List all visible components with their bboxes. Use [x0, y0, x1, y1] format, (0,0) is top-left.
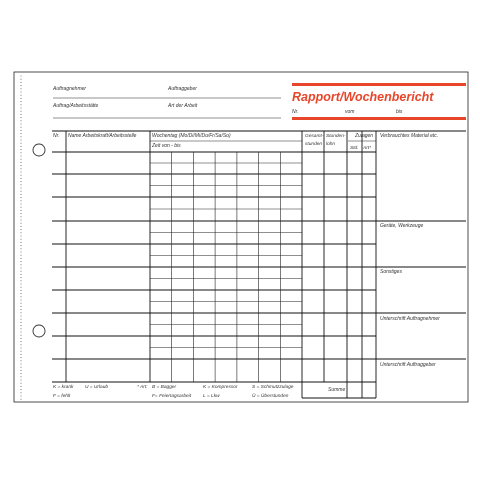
col-header-zeit: Zeit von - bis: [152, 143, 181, 149]
col-header-nr: Nr.: [53, 133, 60, 139]
page-title: Rapport/Wochenbericht: [292, 90, 434, 104]
label-vom: vom: [345, 109, 355, 115]
page-border: [14, 72, 468, 402]
legend-lkw: L = Lkw: [203, 394, 220, 399]
label-auftraggeber: Auftraggeber: [168, 86, 197, 92]
legend-art: * Art:: [137, 385, 148, 390]
section-sonstiges: Sonstiges: [380, 269, 402, 275]
legend-krank: K = krank: [53, 385, 74, 390]
section-geraete: Geräte, Werkzeuge: [380, 223, 424, 229]
col-header-material: Verbrauchtes Material etc.: [380, 133, 439, 139]
col-header-gesamt: Gesamt-: [305, 134, 324, 139]
punch-hole-bottom: [33, 325, 45, 337]
perforation-dots: [20, 75, 21, 399]
col-header-stundenlohn: Stunden-: [326, 134, 346, 139]
legend-fehlt: F = fehlt: [53, 394, 71, 399]
legend-kompressor: K = Kompressor: [203, 385, 238, 390]
main-table: [52, 131, 466, 398]
section-unterschrift-an: Unterschrift Auftragnehmer: [380, 316, 440, 322]
legend-bagger: B = Bagger: [152, 385, 177, 390]
col-header-zulagen: Zulagen: [355, 133, 374, 139]
title-bar-bottom: [292, 117, 466, 120]
label-auftragnehmer: Auftragnehmer: [53, 86, 87, 92]
label-summe: Summe: [328, 387, 346, 393]
col-header-gesamt-2: stunden: [305, 142, 323, 147]
label-art-der-arbeit: Art der Arbeit: [168, 103, 198, 109]
section-unterschrift-ag: Unterschrift Auftraggeber: [380, 362, 436, 368]
punch-hole-top: [33, 144, 45, 156]
label-bis: bis: [396, 109, 403, 115]
col-header-art: Art*: [363, 146, 371, 151]
label-nr: Nr.: [292, 109, 299, 115]
col-header-arbeitskraft: Name Arbeitskraft/Arbeitsstelle: [68, 133, 137, 139]
col-header-wochentag: Wochentag (Mo/Di/Mi/Do/Fr/Sa/So): [152, 133, 231, 139]
legend-urlaub: U = Urlaub: [85, 385, 109, 390]
col-header-stundenlohn-2: lohn: [326, 142, 336, 147]
legend-feiertag: F= Feiertagsarbeit: [152, 394, 192, 399]
col-header-std: Std.: [350, 146, 359, 151]
title-bar-top: [292, 83, 466, 86]
label-arbeitsstaette: Auftrag/Arbeitsstätte: [53, 103, 99, 109]
legend-ueberstunden: Ü = Überstunden: [252, 394, 289, 399]
legend-schmutz: S = Schmutzzulage: [252, 385, 294, 390]
